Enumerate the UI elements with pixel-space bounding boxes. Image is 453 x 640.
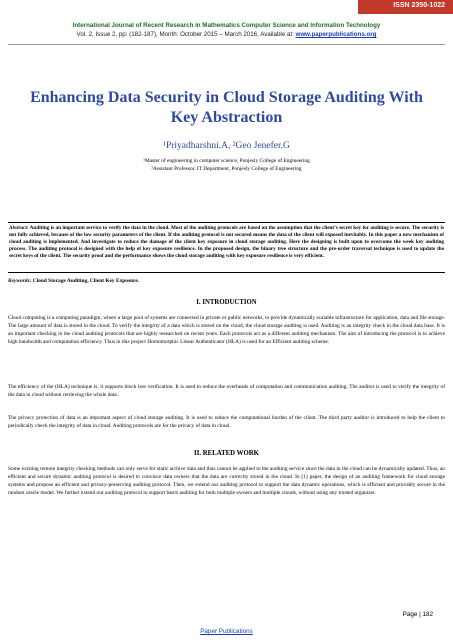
journal-url-link[interactable]: www.paperpublications.org bbox=[295, 31, 377, 38]
publisher-link[interactable]: Paper Publications bbox=[200, 628, 253, 635]
journal-name: International Journal of Recent Research in Mathematics Computer Science and Information Technology bbox=[72, 22, 381, 29]
affiliation-1: ¹Master of engineering in computer science, Ponjesly College of Engineering bbox=[143, 158, 310, 164]
abstract-box bbox=[8, 222, 445, 273]
page-number: Page | 182 bbox=[402, 611, 433, 618]
section-heading-related-work: II. RELATED WORK bbox=[194, 450, 259, 457]
affiliation-2: ²Assistant Professor, IT Department, Ponjesly College of Engineering bbox=[151, 166, 302, 172]
journal-info bbox=[8, 30, 445, 39]
intro-paragraph-1: Cloud computing is a computing paradigm, where a large pool of systems are connected in private or public networks, to provide dynamically scalable infrastructure for application, data and file storage. The large amount of data is stored in the cloud. To verify the integrity of a data which is stored on the cloud, the cloud storage auditing is used. Auditing is an integrity check in the cloud data base. It is an important checking in the cloud auditing protocols that are highly researched on recent years. Each protocols act as a different auditing mechanism. The aim of introducing the protocol is to achieve high bandwidth and computation efficiency. Thus in this project Homomorphic Linear Authenticator (HLA) is used for an Efficient auditing scheme. bbox=[8, 315, 445, 345]
journal-header bbox=[8, 21, 445, 39]
affiliations bbox=[20, 157, 433, 173]
keywords-text: Cloud Storage Auditing, Client Key Exposure. bbox=[31, 278, 140, 284]
issn-label: ISSN 2350-1022 bbox=[393, 2, 445, 9]
journal-info-text: Vol. 2, Issue 2, pp: (182-187), Month: October 2015 – March 2016, Available at: bbox=[76, 31, 296, 38]
header-divider bbox=[8, 44, 445, 45]
keywords bbox=[8, 278, 445, 284]
keywords-label: Keywords: bbox=[8, 278, 32, 284]
related-paragraph-1: Some existing remote integrity checking methods can only serve for static archive data and thus cannot be applied to the auditing service since the data in the cloud can be dynamically updated. Thus, an efficient and secure dynamic auditing protocol is desired to convince data owners that the data are correctly stored in the cloud. In [1] paper, the design of an auditing framework for cloud storage systems and propose an efficient and privacy-preserving auditing protocol. Then, we extend our auditing protocol to support the data dynamic operations, which is efficient and provably secure in the random oracle model. We further extend our auditing protocol to support batch auditing for both multiple owners and multiple clouds, without using any trusted organizer. bbox=[8, 466, 445, 496]
intro-paragraph-3: The privacy protection of data is an important aspect of cloud storage auditing. It is used to reduce the computational burden of the client. The third party auditor is introduced to help the client to periodically check the integrity of data in cloud. Auditing protocols are for the privacy of data in cloud. bbox=[8, 415, 445, 429]
intro-paragraph-2: The efficiency of the (HLA) technique is, it supports block less verification. It is used to reduce the overheads of computation and communication auditing. The auditor is used to verify the integrity of the data in cloud without retrieving the whole data. bbox=[8, 384, 445, 398]
section-heading-introduction: I. INTRODUCTION bbox=[196, 299, 257, 306]
paper-title: Enhancing Data Security in Cloud Storage Auditing With Key Abstraction bbox=[30, 89, 423, 126]
abstract-text: Auditing is an important service to verify the data in the cloud. Most of the auditing protocols are based on the assumption that the client’s secret key for auditing is secure. The security is not fully achieved, because of the low security parameters of the client. If the auditing protocol is not secured means the data of the client will exposed inevitably. In this paper a new mechanism of cloud auditing is implemented. And investigate to reduce the damage of the client key exposure in cloud storage auditing. Here the designing is built upon to overcome the week key auditing process. The auditing protocol is designed with the help of key exposure resilience. In the proposed design, the binary tree structure and the pre-order traversal technique is used to update the secret keys of the client. The security proof and the performance shows the cloud storage auditing with key exposure resilience is very efficient. bbox=[9, 225, 444, 259]
paper-authors: ¹Priyadharshni.A, ²Geo Jenefer.G bbox=[163, 141, 290, 151]
abstract-label: Abstract: bbox=[9, 225, 29, 231]
